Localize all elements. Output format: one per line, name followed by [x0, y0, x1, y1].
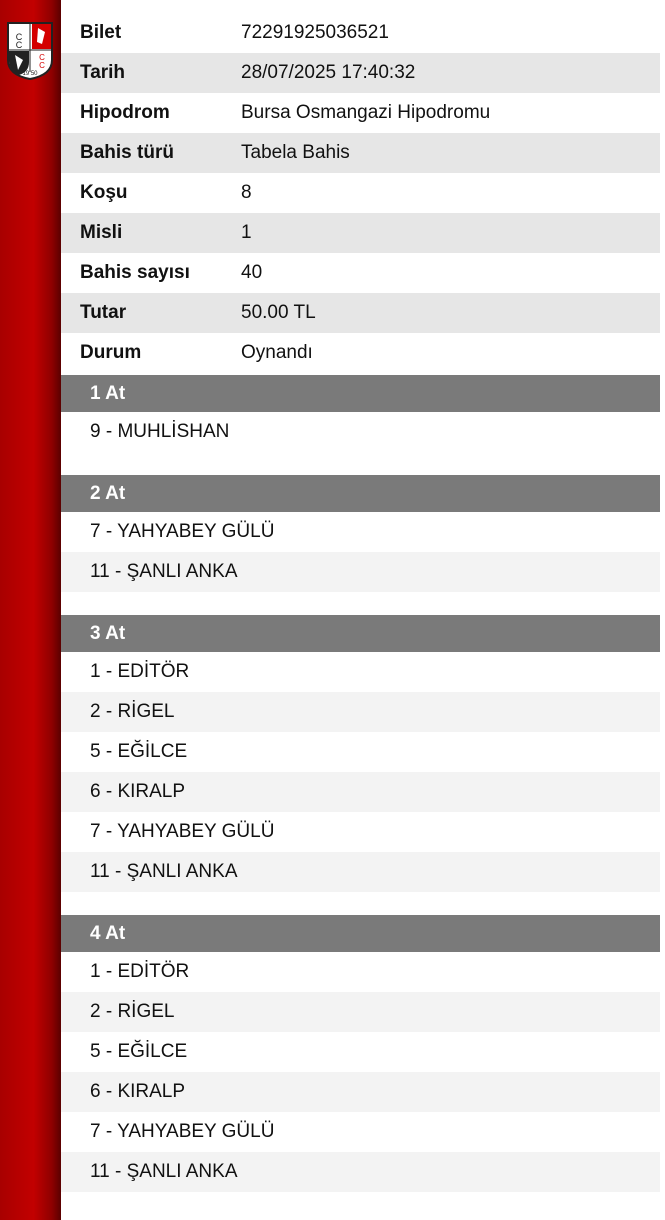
horse-row: 11 - ŞANLI ANKA: [61, 552, 660, 592]
horse-row: 7 - YAHYABEY GÜLÜ: [90, 1121, 275, 1142]
ticket-row-bilet: [61, 13, 660, 53]
svg-text:C: C: [15, 32, 23, 42]
horse-row: 11 - ŞANLI ANKA: [61, 852, 660, 892]
ticket-value: Oynandı: [241, 342, 313, 363]
ticket-info-table: [61, 13, 660, 373]
ticket-value: 40: [241, 262, 263, 283]
section-header: 3 At: [61, 615, 660, 652]
svg-text:C: C: [15, 40, 23, 50]
ticket-detail-panel: [61, 0, 660, 1220]
ticket-value: Tabela Bahis: [241, 142, 350, 163]
horse-row: 7 - YAHYABEY GÜLÜ: [90, 821, 275, 842]
horse-row: 9 - MUHLİSHAN: [90, 421, 230, 442]
ticket-value: 72291925036521: [241, 22, 389, 43]
horse-row: 11 - ŞANLI ANKA: [61, 1152, 660, 1192]
ticket-value: Bursa Osmangazi Hipodromu: [241, 102, 491, 123]
ticket-row-bahis-sayisi: [61, 253, 660, 293]
horse-row: 6 - KIRALP: [61, 772, 660, 812]
horse-section-2: [61, 475, 660, 592]
ticket-label: Bahis türü: [80, 142, 174, 163]
ticket-label: Tarih: [80, 62, 126, 83]
ticket-row-kosu: [61, 173, 660, 213]
ticket-row-tarih: [61, 53, 660, 93]
ticket-label: Misli: [80, 222, 123, 243]
sidebar: [0, 0, 61, 1220]
ticket-value: 50.00 TL: [241, 302, 316, 323]
horse-row: 5 - EĞİLCE: [90, 1041, 188, 1062]
horse-row: 5 - EĞİLCE: [90, 741, 188, 762]
horse-row: 6 - KIRALP: [61, 1072, 660, 1112]
horse-section-4: [61, 915, 660, 1192]
ticket-label: Koşu: [80, 182, 128, 203]
club-logo-icon[interactable]: [5, 20, 55, 80]
ticket-row-tutar: [61, 293, 660, 333]
ticket-row-durum: [61, 333, 660, 373]
ticket-value: 8: [241, 182, 252, 203]
horse-section-3: [61, 615, 660, 892]
section-header: 2 At: [61, 475, 660, 512]
horse-section-1: [61, 375, 660, 452]
logo-text: 19 50: [22, 71, 38, 77]
horse-row: 2 - RİGEL: [61, 992, 660, 1032]
ticket-label: Tutar: [80, 302, 127, 323]
horse-row: 7 - YAHYABEY GÜLÜ: [90, 521, 275, 542]
section-header: 1 At: [61, 375, 660, 412]
ticket-label: Durum: [80, 342, 142, 363]
svg-text:C: C: [39, 61, 45, 70]
ticket-label: Hipodrom: [80, 102, 170, 123]
ticket-value: 1: [241, 222, 252, 243]
horse-row: 2 - RİGEL: [61, 692, 660, 732]
ticket-row-hipodrom: [61, 93, 660, 133]
horse-row: 1 - EDİTÖR: [90, 961, 190, 982]
section-header: 4 At: [61, 915, 660, 952]
ticket-row-misli: [61, 213, 660, 253]
svg-text:C: C: [39, 53, 45, 62]
ticket-label: Bahis sayısı: [80, 262, 190, 283]
ticket-value: 28/07/2025 17:40:32: [241, 62, 416, 83]
right-edge: [660, 0, 665, 1220]
ticket-row-bahis-turu: [61, 133, 660, 173]
horse-row: 1 - EDİTÖR: [90, 661, 190, 682]
ticket-label: Bilet: [80, 22, 122, 43]
